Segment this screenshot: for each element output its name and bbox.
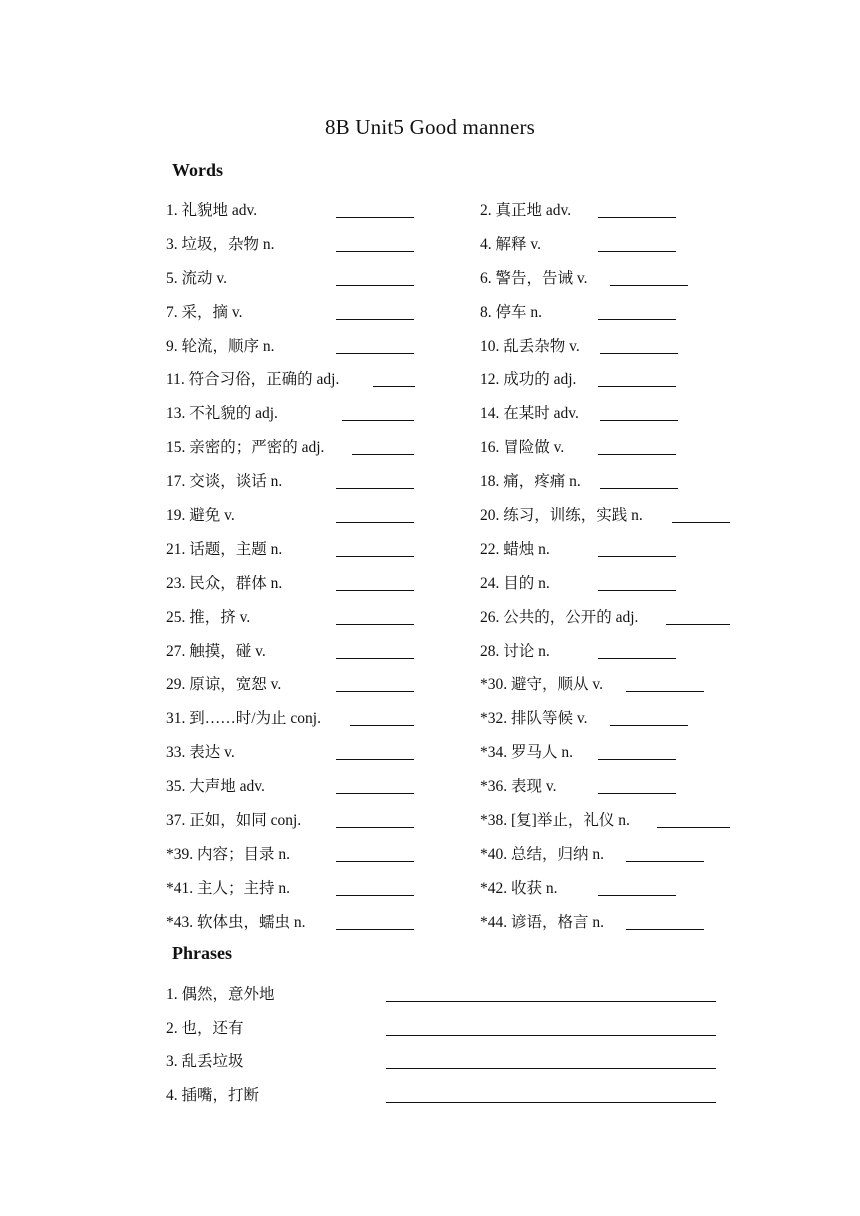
answer-blank[interactable] [336,556,414,557]
word-row [166,402,756,436]
word-prompt: *36. 表现 v. [480,778,557,796]
answer-blank[interactable] [336,793,414,794]
word-prompt: 5. 流动 v. [166,269,227,287]
answer-blank[interactable] [386,1102,716,1103]
word-prompt: 3. 垃圾，杂物 n. [166,235,275,253]
word-prompt: 19. 避免 v. [166,507,235,525]
word-prompt: 14. 在某时 adv. [480,405,579,423]
word-prompt: 1. 礼貌地 adv. [166,202,258,219]
phrase-row [166,1084,726,1118]
word-prompt: 21. 话题，主题 n. [166,540,283,558]
words-list [166,199,756,945]
answer-blank[interactable] [598,895,676,896]
word-prompt: *44. 谚语，格言 n. [480,913,605,931]
word-prompt: *42. 收获 n. [480,879,558,897]
word-prompt: 8. 停车 n. [480,303,543,321]
answer-blank[interactable] [598,590,676,591]
word-prompt: 37. 正如，如同 conj. [166,812,302,830]
answer-blank[interactable] [336,861,414,862]
word-prompt: 24. 目的 n. [480,574,550,592]
answer-blank[interactable] [336,251,414,252]
answer-blank[interactable] [598,319,676,320]
answer-blank[interactable] [342,420,414,421]
word-row [166,233,756,267]
word-prompt: *40. 总结，归纳 n. [480,845,605,863]
word-prompt: 17. 交谈，谈话 n. [166,473,283,491]
word-prompt: 2. 真正地 adv. [480,202,572,219]
phrase-prompt: 4. 插嘴，打断 [166,1086,260,1104]
answer-blank[interactable] [672,522,730,523]
answer-blank[interactable] [336,590,414,591]
answer-blank[interactable] [386,1068,716,1069]
word-prompt: *38. [复]举止，礼仪 n. [480,812,630,830]
page-title: 8B Unit5 Good manners [324,115,536,139]
answer-blank[interactable] [336,691,414,692]
word-row [166,470,756,504]
word-prompt: 22. 蜡烛 n. [480,540,550,558]
phrases-heading: Phrases [172,943,232,963]
answer-blank[interactable] [336,895,414,896]
word-prompt: 12. 成功的 adj. [480,371,577,389]
word-row [166,301,756,335]
word-prompt: 13. 不礼貌的 adj. [166,405,278,423]
word-row [166,538,756,572]
answer-blank[interactable] [598,759,676,760]
word-row [166,436,756,470]
word-prompt: 27. 触摸，碰 v. [166,642,266,660]
answer-blank[interactable] [336,624,414,625]
word-prompt: 28. 讨论 n. [480,642,550,660]
word-prompt: *34. 罗马人 n. [480,744,574,762]
word-prompt: 18. 痛，疼痛 n. [480,473,581,491]
word-prompt: *43. 软体虫，蠕虫 n. [166,913,306,931]
phrase-prompt: 1. 偶然，意外地 [166,986,275,1003]
phrases-list [166,983,726,1117]
answer-blank[interactable] [598,386,676,387]
answer-blank[interactable] [598,556,676,557]
word-prompt: 6. 警告，告诫 v. [480,269,588,287]
answer-blank[interactable] [336,319,414,320]
word-prompt: 25. 推，挤 v. [166,608,251,626]
phrase-row [166,1017,726,1051]
answer-blank[interactable] [626,929,704,930]
answer-blank[interactable] [336,827,414,828]
word-prompt: *30. 避守，顺从 v. [480,676,603,694]
answer-blank[interactable] [336,522,414,523]
word-row [166,877,756,911]
answer-blank[interactable] [352,454,414,455]
word-prompt: 4. 解释 v. [480,235,541,253]
word-prompt: 20. 练习，训练，实践 n. [480,507,643,525]
phrase-prompt: 3. 乱丢垃圾 [166,1053,244,1071]
answer-blank[interactable] [626,691,704,692]
word-prompt: 26. 公共的，公开的 adj. [480,608,639,626]
word-row [166,368,756,402]
answer-blank[interactable] [600,420,678,421]
word-prompt: 16. 冒险做 v. [480,439,565,457]
answer-blank[interactable] [610,725,688,726]
word-prompt: *39. 内容；目录 n. [166,845,291,863]
phrase-prompt: 2. 也，还有 [166,1019,244,1037]
answer-blank[interactable] [350,725,414,726]
answer-blank[interactable] [598,793,676,794]
answer-blank[interactable] [598,658,676,659]
answer-blank[interactable] [336,353,414,354]
phrase-row [166,1050,726,1084]
word-prompt: 9. 轮流，顺序 n. [166,337,275,355]
word-row [166,335,756,369]
word-prompt: 10. 乱丢杂物 v. [480,337,580,355]
answer-blank[interactable] [600,353,678,354]
word-prompt: 29. 原谅，宽恕 v. [166,676,282,694]
word-row [166,673,756,707]
answer-blank[interactable] [600,488,678,489]
words-heading: Words [172,160,224,180]
phrase-row [166,983,726,1017]
word-prompt: 35. 大声地 adv. [166,778,265,796]
word-row [166,640,756,674]
answer-blank[interactable] [626,861,704,862]
answer-blank[interactable] [336,759,414,760]
word-row [166,843,756,877]
answer-blank[interactable] [336,217,414,218]
word-prompt: 11. 符合习俗，正确的 adj. [166,371,340,389]
word-row [166,775,756,809]
answer-blank[interactable] [336,285,414,286]
answer-blank[interactable] [598,217,676,218]
answer-blank[interactable] [386,1035,716,1036]
answer-blank[interactable] [373,386,415,387]
answer-blank[interactable] [386,1001,716,1002]
word-row [166,606,756,640]
word-prompt: *32. 排队等候 v. [480,710,588,728]
answer-blank[interactable] [598,251,676,252]
answer-blank[interactable] [657,827,730,828]
word-row [166,572,756,606]
word-prompt: *41. 主人；主持 n. [166,879,291,897]
word-prompt: 33. 表达 v. [166,744,235,762]
word-row [166,504,756,538]
word-row [166,809,756,843]
answer-blank[interactable] [336,658,414,659]
answer-blank[interactable] [598,454,676,455]
answer-blank[interactable] [666,624,730,625]
word-row [166,267,756,301]
word-prompt: 23. 民众，群体 n. [166,574,283,592]
word-row [166,741,756,775]
word-row [166,199,756,233]
answer-blank[interactable] [336,488,414,489]
word-prompt: 15. 亲密的；严密的 adj. [166,439,325,457]
word-prompt: 31. 到……时/为止 conj. [166,710,321,728]
word-row [166,911,756,945]
answer-blank[interactable] [610,285,688,286]
word-prompt: 7. 采，摘 v. [166,303,243,321]
word-row [166,707,756,741]
answer-blank[interactable] [336,929,414,930]
